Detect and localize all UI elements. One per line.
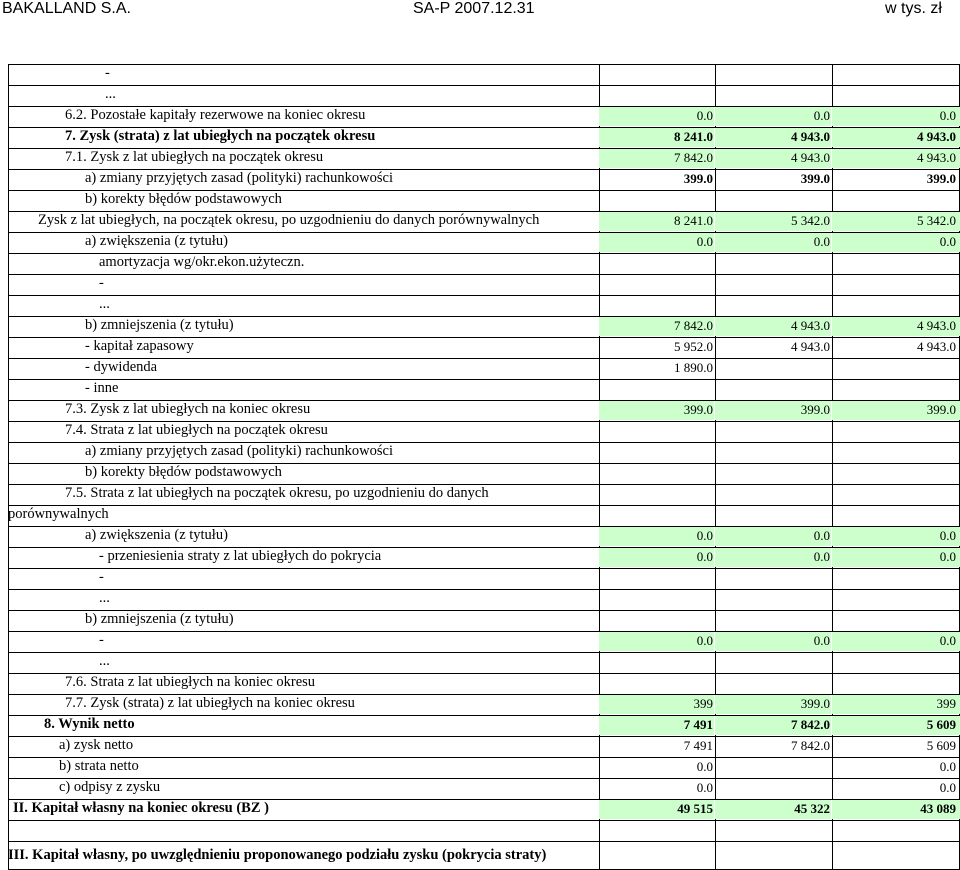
table-row bbox=[8, 169, 960, 190]
value-cell-col2: 4 943.0 bbox=[791, 150, 830, 165]
value-cell-col1: 7 842.0 bbox=[674, 150, 713, 165]
row-label: - inne bbox=[85, 380, 119, 396]
row-label: 7.1. Zysk z lat ubiegłych na początek okresu bbox=[65, 149, 324, 165]
row-label: III. Kapitał własny, po uwzględnieniu proponowanego podziału zysku (pokrycia straty) bbox=[8, 847, 547, 863]
table-row bbox=[8, 526, 960, 547]
row-label: a) zysk netto bbox=[59, 737, 134, 753]
table-row bbox=[8, 799, 960, 820]
value-cell-col3: 5 609 bbox=[926, 717, 956, 732]
value-cell-col1: 399.0 bbox=[683, 171, 713, 186]
table-row bbox=[8, 316, 960, 337]
value-cell-col2: 399.0 bbox=[800, 402, 830, 417]
table-row bbox=[8, 694, 960, 715]
unit-label: w tys. zł bbox=[885, 0, 942, 17]
table-row bbox=[8, 736, 960, 757]
row-label: b) korekty błędów podstawowych bbox=[85, 464, 282, 480]
value-cell-col1: 399.0 bbox=[683, 402, 713, 417]
row-label: 7.3. Zysk z lat ubiegłych na koniec okresu bbox=[65, 401, 311, 417]
row-label: c) odpisy z zysku bbox=[59, 779, 161, 795]
value-cell-col2: 5 342.0 bbox=[791, 213, 830, 228]
table-row bbox=[8, 715, 960, 736]
row-label: b) zmniejszenia (z tytułu) bbox=[85, 317, 234, 333]
value-cell-col2: 399.0 bbox=[800, 696, 830, 711]
value-cell-col3: 0.0 bbox=[939, 234, 956, 249]
table-row bbox=[8, 64, 960, 85]
row-label: b) strata netto bbox=[59, 758, 139, 774]
value-cell-col1: 399 bbox=[693, 696, 713, 711]
row-label: 7.7. Zysk (strata) z lat ubiegłych na koniec okresu bbox=[65, 695, 355, 711]
table-row bbox=[8, 673, 960, 694]
value-cell-col3: 399.0 bbox=[926, 171, 956, 186]
table-row bbox=[8, 421, 960, 442]
table-row bbox=[8, 589, 960, 610]
table-row bbox=[8, 841, 960, 869]
table-row bbox=[8, 547, 960, 568]
value-cell-col1: 8 241.0 bbox=[674, 129, 713, 144]
row-label: 7.4. Strata z lat ubiegłych na początek okresu bbox=[65, 422, 328, 438]
row-label: ... bbox=[99, 296, 110, 312]
value-cell-col1: 5 952.0 bbox=[674, 339, 713, 354]
table-row bbox=[8, 253, 960, 274]
value-cell-col2: 4 943.0 bbox=[791, 129, 830, 144]
table-row bbox=[8, 232, 960, 253]
value-cell-col1: 0.0 bbox=[696, 759, 713, 774]
value-cell-col3: 4 943.0 bbox=[917, 150, 956, 165]
value-cell-col3: 399 bbox=[936, 696, 956, 711]
table-row bbox=[8, 505, 960, 526]
table-row bbox=[8, 85, 960, 106]
value-cell-col2: 45 322 bbox=[794, 801, 830, 816]
value-cell-col3: 0.0 bbox=[939, 528, 956, 543]
value-cell-col3: 5 609 bbox=[926, 738, 956, 753]
row-label: ... bbox=[99, 590, 110, 606]
value-cell-col1: 0.0 bbox=[696, 549, 713, 564]
row-label: 8. Wynik netto bbox=[44, 716, 135, 732]
value-cell-col3: 0.0 bbox=[939, 633, 956, 648]
table-row bbox=[8, 463, 960, 484]
report-period: SA-P 2007.12.31 bbox=[413, 0, 535, 17]
row-label: b) zmniejszenia (z tytułu) bbox=[85, 611, 234, 627]
value-cell-col2: 4 943.0 bbox=[791, 318, 830, 333]
row-label: - kapitał zapasowy bbox=[85, 338, 194, 354]
value-cell-col3: 0.0 bbox=[939, 108, 956, 123]
row-label: a) zwiększenia (z tytułu) bbox=[85, 233, 228, 249]
row-label: porównywalnych bbox=[8, 506, 109, 522]
value-cell-col2: 0.0 bbox=[813, 234, 830, 249]
value-cell-col1: 7 842.0 bbox=[674, 318, 713, 333]
table-row bbox=[8, 211, 960, 232]
table-row bbox=[8, 400, 960, 421]
row-label: - bbox=[99, 632, 104, 648]
table-row bbox=[8, 442, 960, 463]
row-label: II. Kapitał własny na koniec okresu (BZ ) bbox=[13, 800, 269, 816]
value-cell-col2: 0.0 bbox=[813, 549, 830, 564]
value-cell-col1: 49 515 bbox=[677, 801, 713, 816]
value-cell-col2: 7 842.0 bbox=[791, 738, 830, 753]
table-row bbox=[8, 127, 960, 148]
value-cell-col2: 0.0 bbox=[813, 528, 830, 543]
row-label: a) zwiększenia (z tytułu) bbox=[85, 527, 228, 543]
value-cell-col3: 43 089 bbox=[920, 801, 956, 816]
value-cell-col3: 0.0 bbox=[939, 549, 956, 564]
value-cell-col3: 0.0 bbox=[939, 780, 956, 795]
table-row bbox=[8, 295, 960, 316]
value-cell-col3: 4 943.0 bbox=[917, 129, 956, 144]
table-row bbox=[8, 358, 960, 379]
page-header bbox=[0, 0, 960, 20]
row-label: ... bbox=[105, 86, 116, 102]
table-row bbox=[8, 568, 960, 589]
row-label: amortyzacja wg/okr.ekon.użyteczn. bbox=[99, 254, 305, 270]
value-cell-col2: 7 842.0 bbox=[791, 717, 830, 732]
row-label: - bbox=[105, 65, 110, 81]
table-row bbox=[8, 652, 960, 673]
table-row bbox=[8, 106, 960, 127]
value-cell-col1: 0.0 bbox=[696, 633, 713, 648]
value-cell-col3: 0.0 bbox=[939, 759, 956, 774]
value-cell-col3: 4 943.0 bbox=[917, 339, 956, 354]
table-row bbox=[8, 757, 960, 778]
value-cell-col1: 7 491 bbox=[683, 738, 713, 753]
row-label: ... bbox=[99, 653, 110, 669]
row-label: 6.2. Pozostałe kapitały rezerwowe na koniec okresu bbox=[65, 107, 366, 123]
table-row bbox=[8, 337, 960, 358]
value-cell-col1: 0.0 bbox=[696, 780, 713, 795]
row-label: a) zmiany przyjętych zasad (polityki) rachunkowości bbox=[85, 443, 394, 459]
row-label: b) korekty błędów podstawowych bbox=[85, 191, 282, 207]
value-cell-col1: 1 890.0 bbox=[674, 360, 713, 375]
row-label: - dywidenda bbox=[85, 359, 158, 375]
value-cell-col3: 5 342.0 bbox=[917, 213, 956, 228]
table-row bbox=[8, 484, 960, 505]
row-label: a) zmiany przyjętych zasad (polityki) rachunkowości bbox=[85, 170, 394, 186]
table-row bbox=[8, 190, 960, 211]
row-label: - bbox=[99, 275, 104, 291]
table-row bbox=[8, 148, 960, 169]
table-row bbox=[8, 820, 960, 841]
row-label: - przeniesienia straty z lat ubiegłych do pokrycia bbox=[99, 548, 382, 564]
table-row bbox=[8, 274, 960, 295]
row-label: 7.6. Strata z lat ubiegłych na koniec okresu bbox=[65, 674, 316, 690]
company-name: BAKALLAND S.A. bbox=[2, 0, 131, 17]
value-cell-col2: 0.0 bbox=[813, 108, 830, 123]
value-cell-col2: 399.0 bbox=[800, 171, 830, 186]
row-label: 7.5. Strata z lat ubiegłych na początek okresu, po uzgodnieniu do danych bbox=[65, 485, 489, 501]
table-row bbox=[8, 778, 960, 799]
table-row bbox=[8, 631, 960, 652]
value-cell-col2: 0.0 bbox=[813, 633, 830, 648]
value-cell-col1: 7 491 bbox=[683, 717, 713, 732]
table-row bbox=[8, 379, 960, 400]
value-cell-col1: 8 241.0 bbox=[674, 213, 713, 228]
value-cell-col1: 0.0 bbox=[696, 234, 713, 249]
table-row bbox=[8, 610, 960, 631]
row-label: - bbox=[99, 569, 104, 585]
value-cell-col3: 399.0 bbox=[926, 402, 956, 417]
value-cell-col1: 0.0 bbox=[696, 528, 713, 543]
value-cell-col3: 4 943.0 bbox=[917, 318, 956, 333]
row-label: 7. Zysk (strata) z lat ubiegłych na początek okresu bbox=[65, 128, 376, 144]
value-cell-col2: 4 943.0 bbox=[791, 339, 830, 354]
row-label: Zysk z lat ubiegłych, na początek okresu, po uzgodnieniu do danych porównywalnych bbox=[38, 212, 540, 228]
value-cell-col1: 0.0 bbox=[696, 108, 713, 123]
equity-table bbox=[8, 64, 960, 869]
